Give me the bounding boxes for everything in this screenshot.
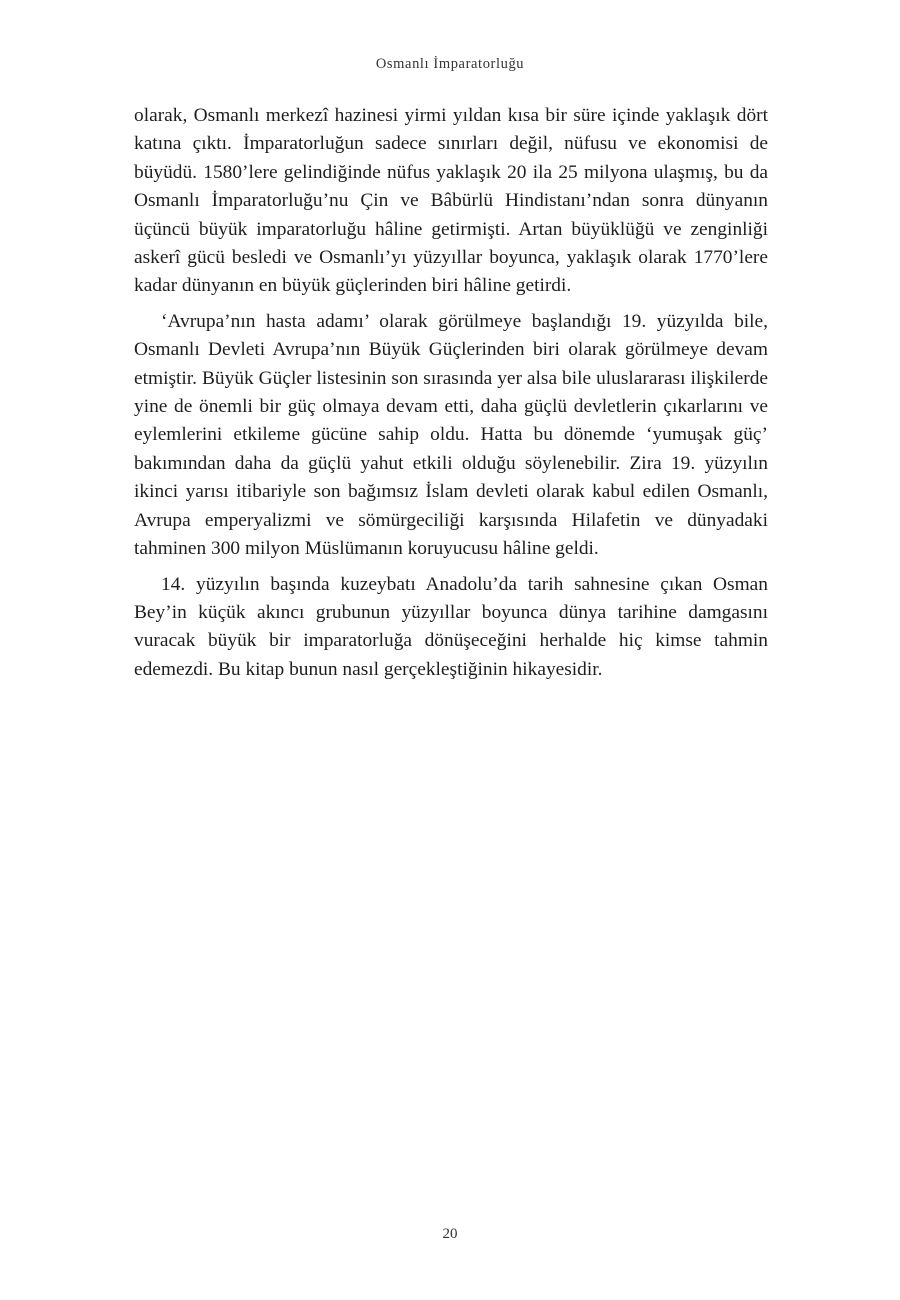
- paragraph-1: olarak, Osmanlı merkezî hazinesi yirmi yıldan kısa bir süre içinde yaklaşık dört katına çıktı. İmparatorluğun sadece sınırları değil, nüfusu ve ekonomisi de büyüdü. 1580’lere gelindiğinde nüfus yaklaşık 20 ila 25 milyona ulaşmış, bu da Osmanlı İmparatorluğu’nu Çin ve Bâbürlü Hindistanı’ndan sonra dünyanın üçüncü büyük imparatorluğu hâline getirmişti. Artan büyüklüğü ve zenginliği askerî gücü besledi ve Osmanlı’yı yüzyıllar boyunca, yaklaşık olarak 1770’lere kadar dünyanın en büyük güçlerinden biri hâline getirdi.: [134, 105, 768, 297]
- page-number: 20: [442, 1226, 458, 1242]
- running-header-title: Osmanlı İmparatorluğu: [375, 56, 525, 72]
- paragraph-2: ‘Avrupa’nın hasta adamı’ olarak görülmeye başlandığı 19. yüzyılda bile, Osmanlı Devleti Avrupa’nın Büyük Güçlerinden biri olarak görülmeye devam etmiştir. Büyük Güçler listesinin son sırasında yer alsa bile uluslararası ilişkilerde yine de önemli bir güç olmaya devam etti, daha güçlü devletlerin çıkarlarını ve eylemlerini etkileme gücüne sahip oldu. Hatta bu dönemde ‘yumuşak güç’ bakımından daha da güçlü yahut etkili olduğu söylenebilir. Zira 19. yüzyılın ikinci yarısı itibariyle son bağımsız İslam devleti olarak kabul edilen Osmanlı, Avrupa emperyalizmi ve sömürgeciliği karşısında Hilafetin ve dünyadaki tahminen 300 milyon Müslümanın koruyucusu hâline geldi.: [134, 310, 768, 560]
- paragraph-3: 14. yüzyılın başında kuzeybatı Anadolu’da tarih sahnesine çıkan Osman Bey’in küçük akıncı grubunun yüzyıllar boyunca dünya tarihine damgasını vuracak büyük bir imparatorluğa dönüşeceğini herhalde hiç kimse tahmin edemezdi. Bu kitap bunun nasıl gerçekleştiğinin hikayesidir.: [134, 573, 768, 680]
- body-text: [134, 102, 768, 691]
